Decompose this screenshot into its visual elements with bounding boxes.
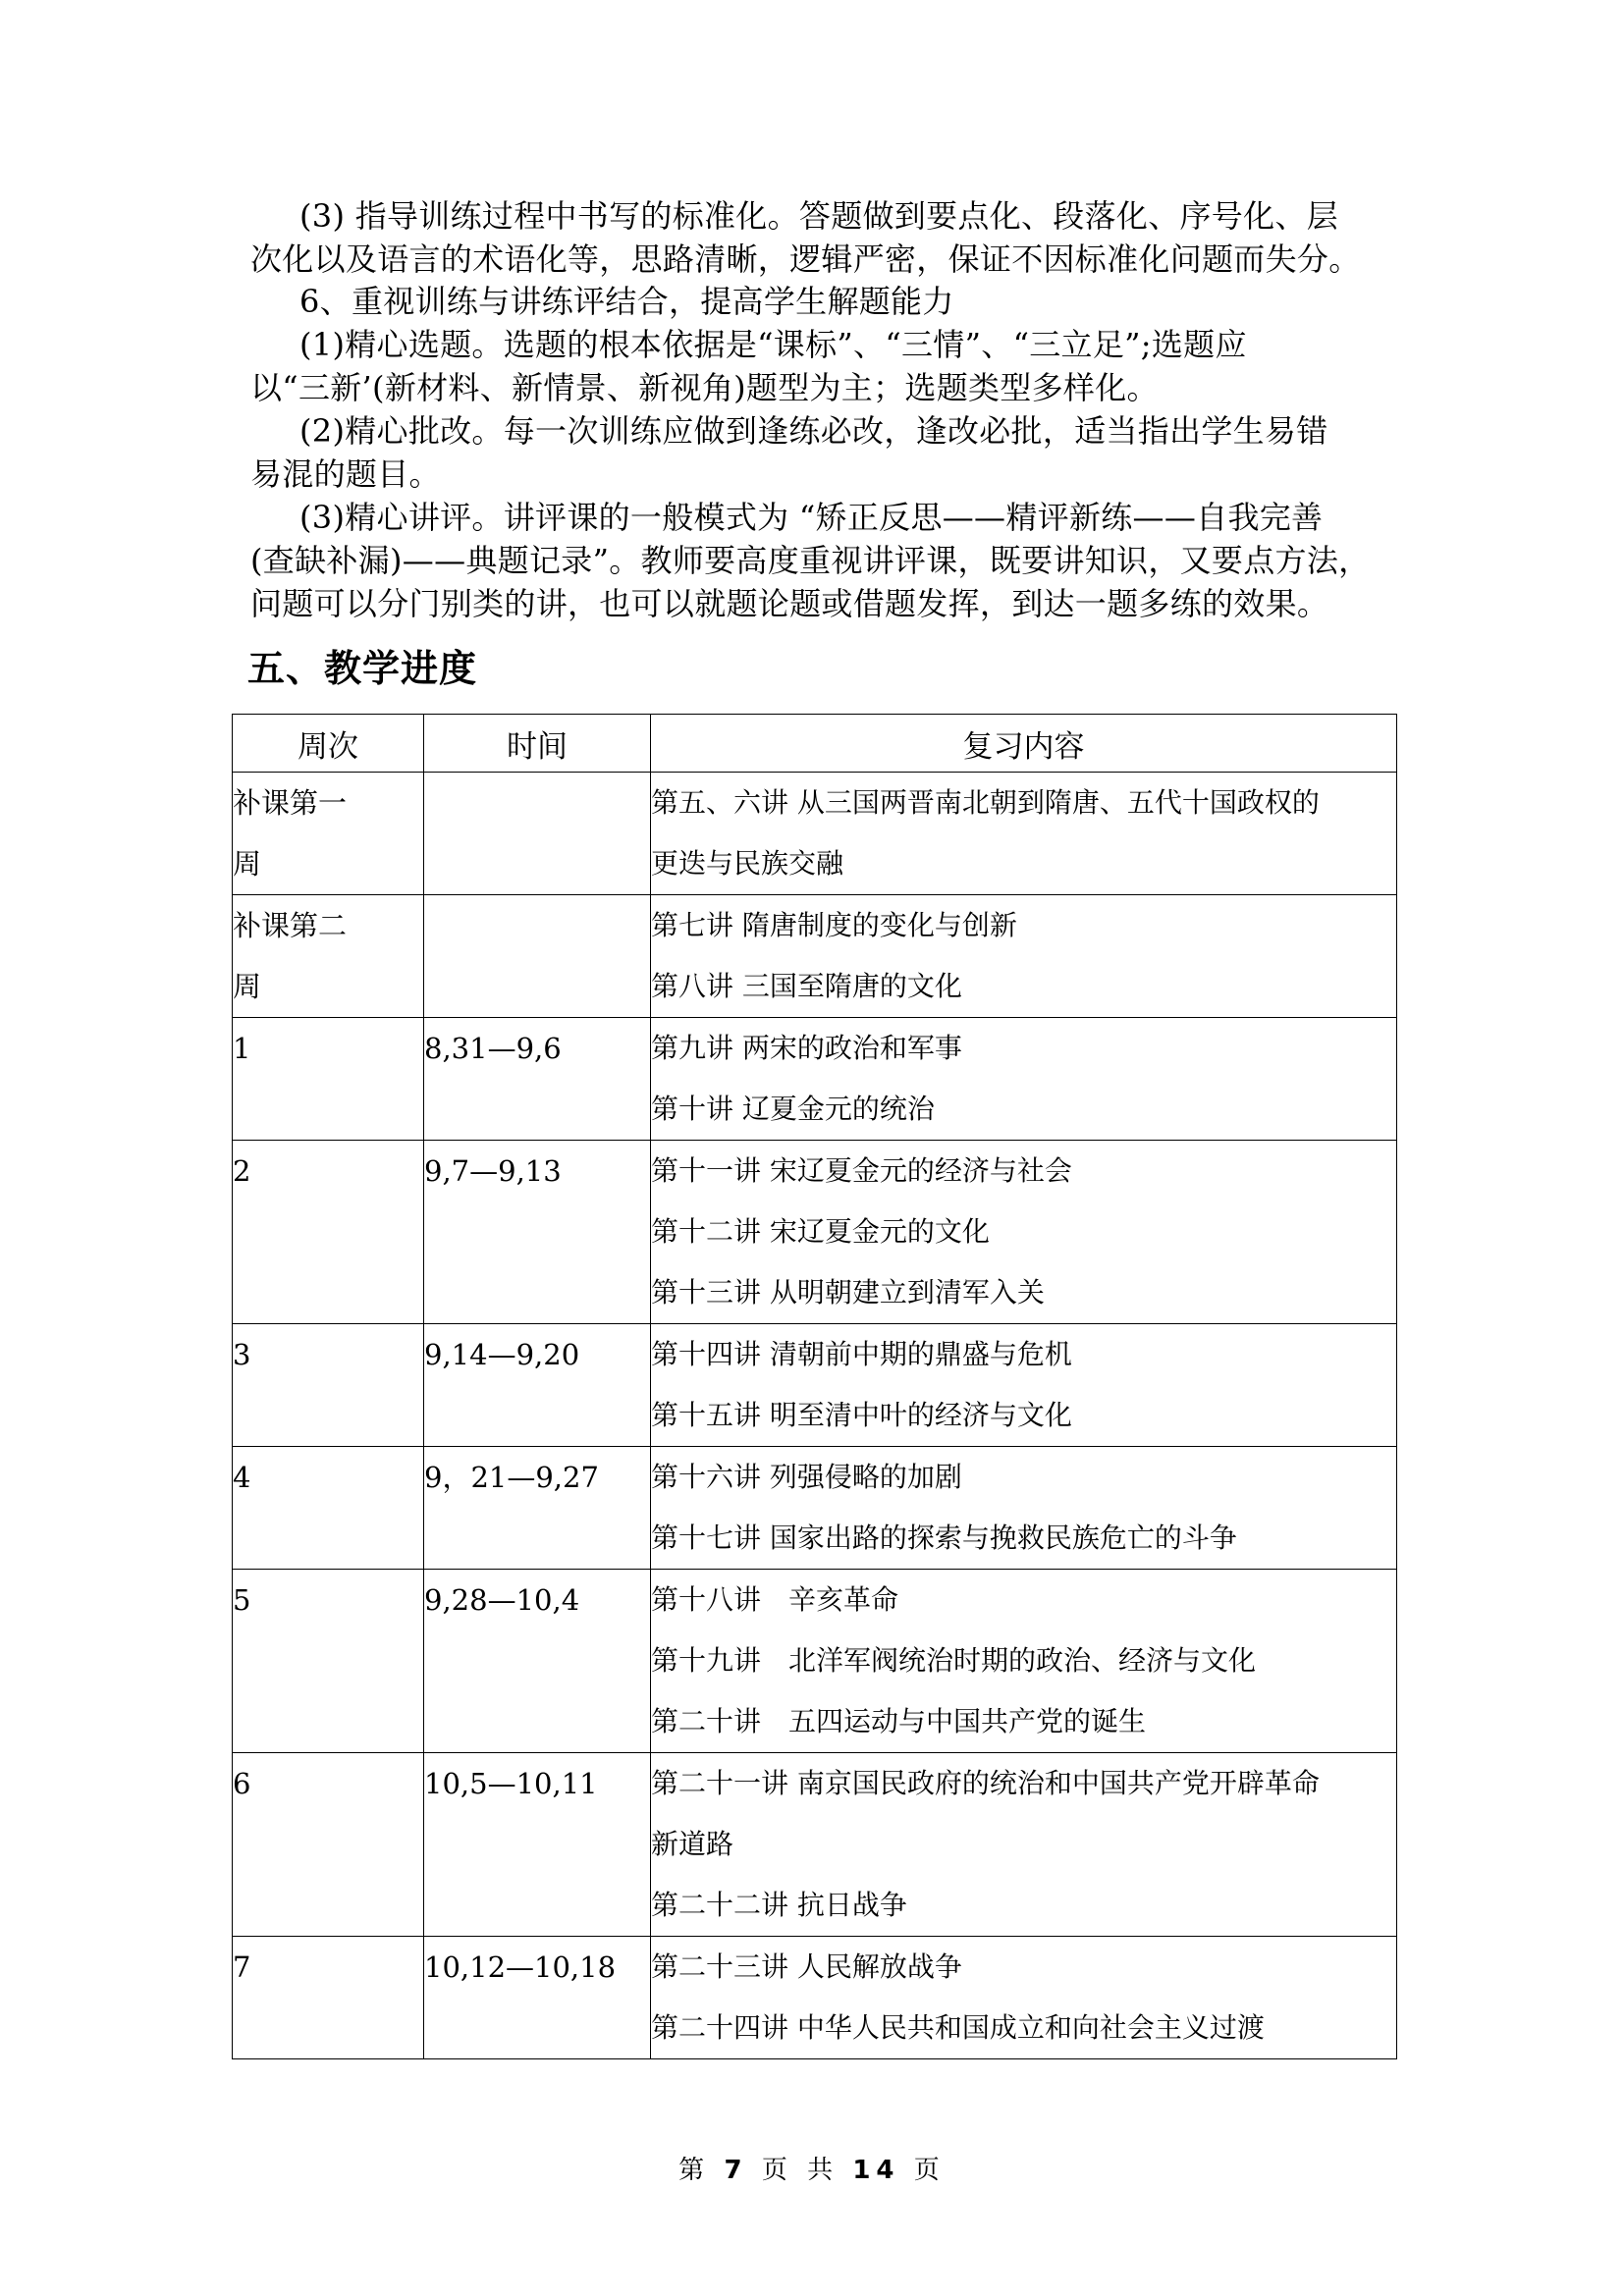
week-text: 1: [233, 1032, 251, 1065]
paragraph-line: (查缺补漏)——典题记录”。教师要高度重视讲评课，既要讲知识，又要点方法，: [250, 542, 1371, 579]
paragraph-line: (2)精心批改。每一次训练应做到逢练必改，逢改必批，适当指出学生易错: [299, 412, 1328, 450]
content-line: 第二十二讲 抗日战争: [651, 1889, 907, 1921]
time-cell: [424, 773, 651, 895]
week-text: 3: [233, 1338, 251, 1371]
time-text: 10,5—10,11: [424, 1767, 598, 1800]
content-cell: [651, 1141, 1397, 1324]
header-week: 周次: [233, 715, 424, 773]
time-cell: [424, 895, 651, 1018]
content-line: 第二十讲 五四运动与中国共产党的诞生: [651, 1705, 1147, 1737]
footer-prefix: 第: [678, 2156, 711, 2185]
content-line: 第二十三讲 人民解放战争: [651, 1950, 962, 1983]
week-text: 4: [233, 1461, 251, 1494]
content-line: 第八讲 三国至隋唐的文化: [651, 970, 962, 1002]
content-cell: [651, 1018, 1397, 1141]
week-cell: [233, 1937, 424, 2059]
content-cell: [651, 1570, 1397, 1753]
time-text: 8,31—9,6: [424, 1032, 562, 1065]
week-cell: [233, 773, 424, 895]
time-cell: [424, 1937, 651, 2059]
table-row: [233, 1570, 1397, 1753]
paragraph: [250, 280, 1389, 323]
time-text: 9,28—10,4: [424, 1583, 580, 1617]
week-text: 6: [233, 1767, 251, 1800]
content-cell: [651, 773, 1397, 895]
week-text: 补课第二: [233, 909, 348, 942]
paragraph-line: (3)精心讲评。讲评课的一般模式为 “矫正反思——精评新练——自我完善: [299, 499, 1324, 536]
content-cell: [651, 1447, 1397, 1570]
time-text: 10,12—10,18: [424, 1950, 617, 1984]
header-content: 复习内容: [651, 715, 1397, 773]
time-cell: [424, 1018, 651, 1141]
paragraph-line: 易混的题目。: [250, 455, 441, 493]
table-row: [233, 1447, 1397, 1570]
content-line: 第十二讲 宋辽夏金元的文化: [651, 1215, 990, 1248]
footer-suffix: 页: [913, 2156, 946, 2185]
week-cell: [233, 1570, 424, 1753]
table-row: [233, 1018, 1397, 1141]
table-row: [233, 773, 1397, 895]
paragraph-line: 6、重视训练与讲练评结合，提高学生解题能力: [299, 283, 954, 320]
time-text: 9,7—9,13: [424, 1154, 562, 1188]
week-text: 补课第一: [233, 786, 348, 820]
table-row: [233, 895, 1397, 1018]
content-line: 第七讲 隋唐制度的变化与创新: [651, 909, 1017, 941]
content-cell: [651, 895, 1397, 1018]
table-row: [233, 1141, 1397, 1324]
footer-total-pages: 14: [852, 2156, 900, 2185]
footer-page-number: 7: [724, 2156, 748, 2185]
header-time: 时间: [424, 715, 651, 773]
paragraph: [250, 409, 1389, 496]
week-text: 2: [233, 1154, 251, 1188]
content-line: 第十一讲 宋辽夏金元的经济与社会: [651, 1154, 1072, 1187]
page-footer: [0, 2150, 1624, 2186]
table-row: [233, 1324, 1397, 1447]
time-cell: [424, 1447, 651, 1570]
paragraph-line: 次化以及语言的术语化等，思路清晰，逻辑严密，保证不因标准化问题而失分。: [250, 240, 1361, 278]
content-line: 第十讲 辽夏金元的统治: [651, 1093, 935, 1125]
content-line: 第十八讲 辛亥革命: [651, 1583, 899, 1616]
footer-middle: 页 共: [761, 2156, 839, 2185]
content-cell: [651, 1324, 1397, 1447]
paragraph-line: 问题可以分门别类的讲，也可以就题论题或借题发挥，到达一题多练的效果。: [250, 585, 1329, 622]
time-text: 9，21—9,27: [424, 1461, 599, 1494]
content-line: 第十六讲 列强侵略的加剧: [651, 1461, 962, 1493]
content-cell: [651, 1753, 1397, 1937]
content-line: 第十四讲 清朝前中期的鼎盛与危机: [651, 1338, 1072, 1370]
section-title: 五、教学进度: [247, 647, 478, 690]
content-line: 第十七讲 国家出路的探索与挽救民族危亡的斗争: [651, 1522, 1237, 1554]
week-text: 5: [233, 1583, 251, 1617]
content-cell: [651, 1937, 1397, 2059]
time-cell: [424, 1753, 651, 1937]
content-line: 第二十一讲 南京国民政府的统治和中国共产党开辟革命: [651, 1767, 1320, 1799]
content-line: 第十五讲 明至清中叶的经济与文化: [651, 1399, 1072, 1431]
content-line: 第二十四讲 中华人民共和国成立和向社会主义过渡: [651, 2011, 1265, 2044]
paragraph: [250, 496, 1389, 625]
table-row: [233, 1937, 1397, 2059]
paragraph-line: 以“三新’(新材料、新情景、新视角)题型为主；选题类型多样化。: [250, 369, 1159, 406]
content-line: 第五、六讲 从三国两晋南北朝到隋唐、五代十国政权的: [651, 786, 1320, 819]
time-cell: [424, 1141, 651, 1324]
time-text: 9,14—9,20: [424, 1338, 580, 1371]
week-cell: [233, 1324, 424, 1447]
week-text: 7: [233, 1950, 251, 1984]
time-text: [424, 895, 650, 956]
paragraph-line: (3) 指导训练过程中书写的标准化。答题做到要点化、段落化、序号化、层: [299, 197, 1339, 235]
week-cell: [233, 895, 424, 1018]
time-cell: [424, 1570, 651, 1753]
week-cell: [233, 1141, 424, 1324]
schedule-table: [232, 714, 1397, 2059]
paragraph: [250, 194, 1389, 281]
paragraph-line: (1)精心选题。选题的根本依据是“课标”、“三情”、“三立足”;选题应: [299, 326, 1247, 363]
week-text: 周: [233, 847, 262, 881]
table-row: [233, 1753, 1397, 1937]
content-line: 第十九讲 北洋军阀统治时期的政治、经济与文化: [651, 1644, 1257, 1677]
paragraph: [250, 323, 1389, 409]
content-line: 第十三讲 从明朝建立到清军入关: [651, 1276, 1045, 1308]
week-cell: [233, 1018, 424, 1141]
week-cell: [233, 1753, 424, 1937]
week-cell: [233, 1447, 424, 1570]
time-text: [424, 773, 650, 833]
week-text: 周: [233, 970, 262, 1003]
content-line: 第九讲 两宋的政治和军事: [651, 1032, 962, 1064]
table-header-row: [233, 715, 1397, 773]
content-line: 新道路: [651, 1828, 734, 1860]
content-line: 更迭与民族交融: [651, 847, 844, 880]
time-cell: [424, 1324, 651, 1447]
